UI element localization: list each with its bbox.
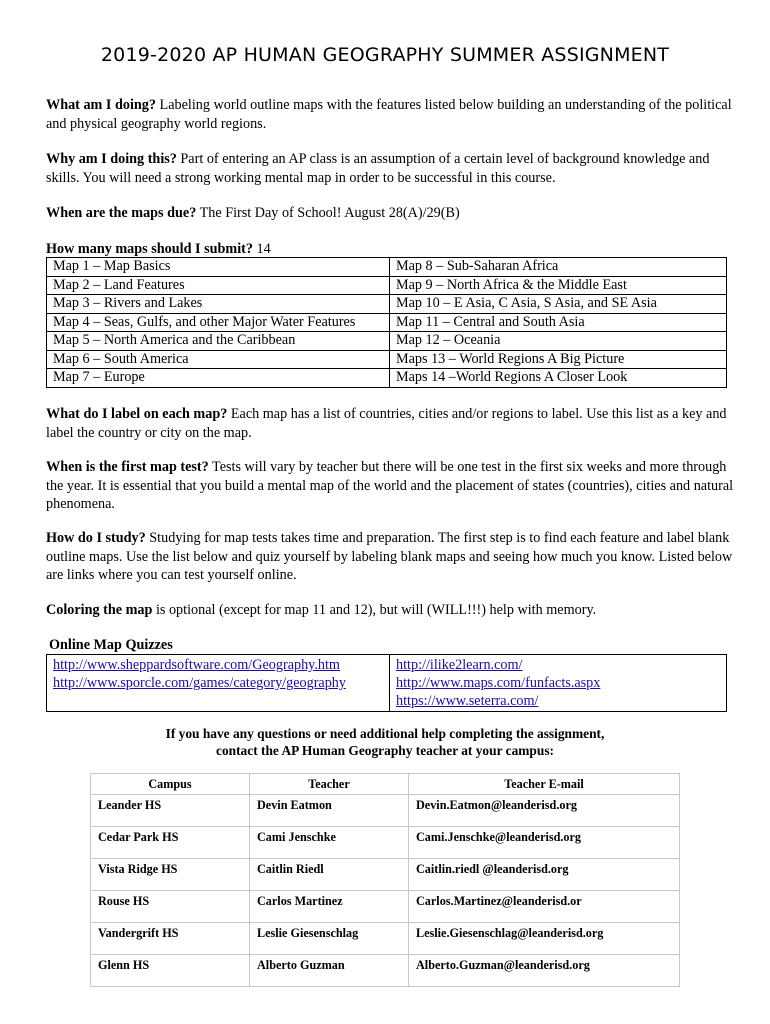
question: When is the first map test? <box>46 459 209 475</box>
email-cell: Alberto.Guzman@leanderisd.org <box>409 955 680 987</box>
campus-cell: Rouse HS <box>91 891 250 923</box>
map-cell: Map 11 – Central and South Asia <box>390 313 727 332</box>
section-what-label <box>46 405 736 442</box>
table-row <box>91 795 680 827</box>
quiz-link[interactable]: http://www.maps.com/funfacts.aspx <box>396 675 601 691</box>
table-row <box>91 859 680 891</box>
quiz-link[interactable]: http://www.sporcle.com/games/category/geography <box>53 675 346 691</box>
teacher-cell: Alberto Guzman <box>250 955 409 987</box>
quizzes-heading-text: Online Map Quizzes <box>49 637 173 653</box>
contact-note <box>0 725 770 759</box>
column-header: Campus <box>91 774 250 795</box>
map-cell: Map 4 – Seas, Gulfs, and other Major Water Features <box>47 313 390 332</box>
quizzes-heading <box>49 636 739 655</box>
teacher-cell: Caitlin Riedl <box>250 859 409 891</box>
campus-cell: Leander HS <box>91 795 250 827</box>
map-cell: Map 1 – Map Basics <box>47 258 390 277</box>
campus-cell: Vista Ridge HS <box>91 859 250 891</box>
email-cell: Caitlin.riedl @leanderisd.org <box>409 859 680 891</box>
table-row <box>91 827 680 859</box>
map-cell: Map 10 – E Asia, C Asia, S Asia, and SE Asia <box>390 295 727 314</box>
section-how-many <box>46 240 736 259</box>
answer: is optional (except for map 11 and 12), but will (WILL!!!) help with memory. <box>152 602 597 618</box>
table-row <box>91 891 680 923</box>
question: What do I label on each map? <box>46 406 228 422</box>
campus-cell: Vandergrift HS <box>91 923 250 955</box>
section-coloring <box>46 601 736 620</box>
email-cell: Devin.Eatmon@leanderisd.org <box>409 795 680 827</box>
answer: Labeling world outline maps with the features listed below building an understanding of the political and physical geography world regions. <box>46 97 732 132</box>
table-row <box>47 295 727 314</box>
teacher-cell: Devin Eatmon <box>250 795 409 827</box>
column-header: Teacher <box>250 774 409 795</box>
email-cell: Leslie.Giesenschlag@leanderisd.org <box>409 923 680 955</box>
answer: 14 <box>252 241 271 257</box>
question: How do I study? <box>46 530 146 546</box>
column-header: Teacher E-mail <box>409 774 680 795</box>
map-cell: Map 7 – Europe <box>47 369 390 388</box>
campus-cell: Cedar Park HS <box>91 827 250 859</box>
teacher-cell: Carlos Martinez <box>250 891 409 923</box>
contact-line-2: contact the AP Human Geography teacher at your campus: <box>216 743 554 758</box>
teacher-cell: Cami Jenschke <box>250 827 409 859</box>
map-cell: Maps 13 – World Regions A Big Picture <box>390 350 727 369</box>
table-row <box>47 655 727 712</box>
map-cell: Map 6 – South America <box>47 350 390 369</box>
answer: Tests will vary by teacher but there will be one test in the first six weeks and more through the year. It is essential that you build a mental map of the world and the placement of states (countries), cities and natural phenomena. <box>46 459 734 512</box>
links-left-cell <box>47 655 390 712</box>
page-title: 2019-2020 AP HUMAN GEOGRAPHY SUMMER ASSIGNMENT <box>100 44 670 66</box>
quiz-link[interactable]: http://www.sheppardsoftware.com/Geography.htm <box>53 657 340 673</box>
quiz-links-table <box>46 654 727 712</box>
table-row <box>47 276 727 295</box>
answer: Part of entering an AP class is an assumption of a certain level of background knowledge and skills. You will need a strong working mental map in order to be successful in this course. <box>46 151 710 186</box>
answer: The First Day of School! August 28(A)/29(B) <box>196 205 460 221</box>
links-right-cell <box>390 655 727 712</box>
table-row <box>47 350 727 369</box>
question: How many maps should I submit? <box>46 241 253 257</box>
campus-cell: Glenn HS <box>91 955 250 987</box>
question: Coloring the map <box>46 602 153 618</box>
table-row <box>47 369 727 388</box>
map-cell: Map 2 – Land Features <box>47 276 390 295</box>
answer: Each map has a list of countries, cities and/or regions to label. Use this list as a key and label the country or city on the map. <box>46 406 727 441</box>
table-row <box>47 332 727 351</box>
maps-table <box>46 257 727 388</box>
table-row <box>91 923 680 955</box>
contact-line-1: If you have any questions or need additional help completing the assignment, <box>165 726 605 741</box>
map-cell: Map 9 – North Africa & the Middle East <box>390 276 727 295</box>
map-cell: Map 8 – Sub-Saharan Africa <box>390 258 727 277</box>
section-why-doing <box>46 150 736 187</box>
section-how-study <box>46 529 736 585</box>
map-cell: Map 12 – Oceania <box>390 332 727 351</box>
map-cell: Map 3 – Rivers and Lakes <box>47 295 390 314</box>
teacher-cell: Leslie Giesenschlag <box>250 923 409 955</box>
section-maps-due <box>46 204 736 223</box>
table-row <box>47 313 727 332</box>
quiz-link[interactable]: https://www.seterra.com/ <box>396 693 539 709</box>
question: What am I doing? <box>46 97 156 113</box>
campus-teacher-table <box>90 773 680 987</box>
map-cell: Map 5 – North America and the Caribbean <box>47 332 390 351</box>
question: When are the maps due? <box>46 205 197 221</box>
question: Why am I doing this? <box>46 151 177 167</box>
section-first-test <box>46 458 736 514</box>
answer: Studying for map tests takes time and preparation. The first step is to find each feature and label blank outline maps. Use the list below and quiz yourself by labeling blank maps and seeing how much you know. Listed below are links where you can test yourself online. <box>46 530 733 583</box>
email-cell: Carlos.Martinez@leanderisd.or <box>409 891 680 923</box>
email-cell: Cami.Jenschke@leanderisd.org <box>409 827 680 859</box>
table-row <box>91 955 680 987</box>
section-what-doing <box>46 96 736 133</box>
table-row <box>47 258 727 277</box>
table-header-row <box>91 774 680 795</box>
map-cell: Maps 14 –World Regions A Closer Look <box>390 369 727 388</box>
quiz-link[interactable]: http://ilike2learn.com/ <box>396 657 523 673</box>
